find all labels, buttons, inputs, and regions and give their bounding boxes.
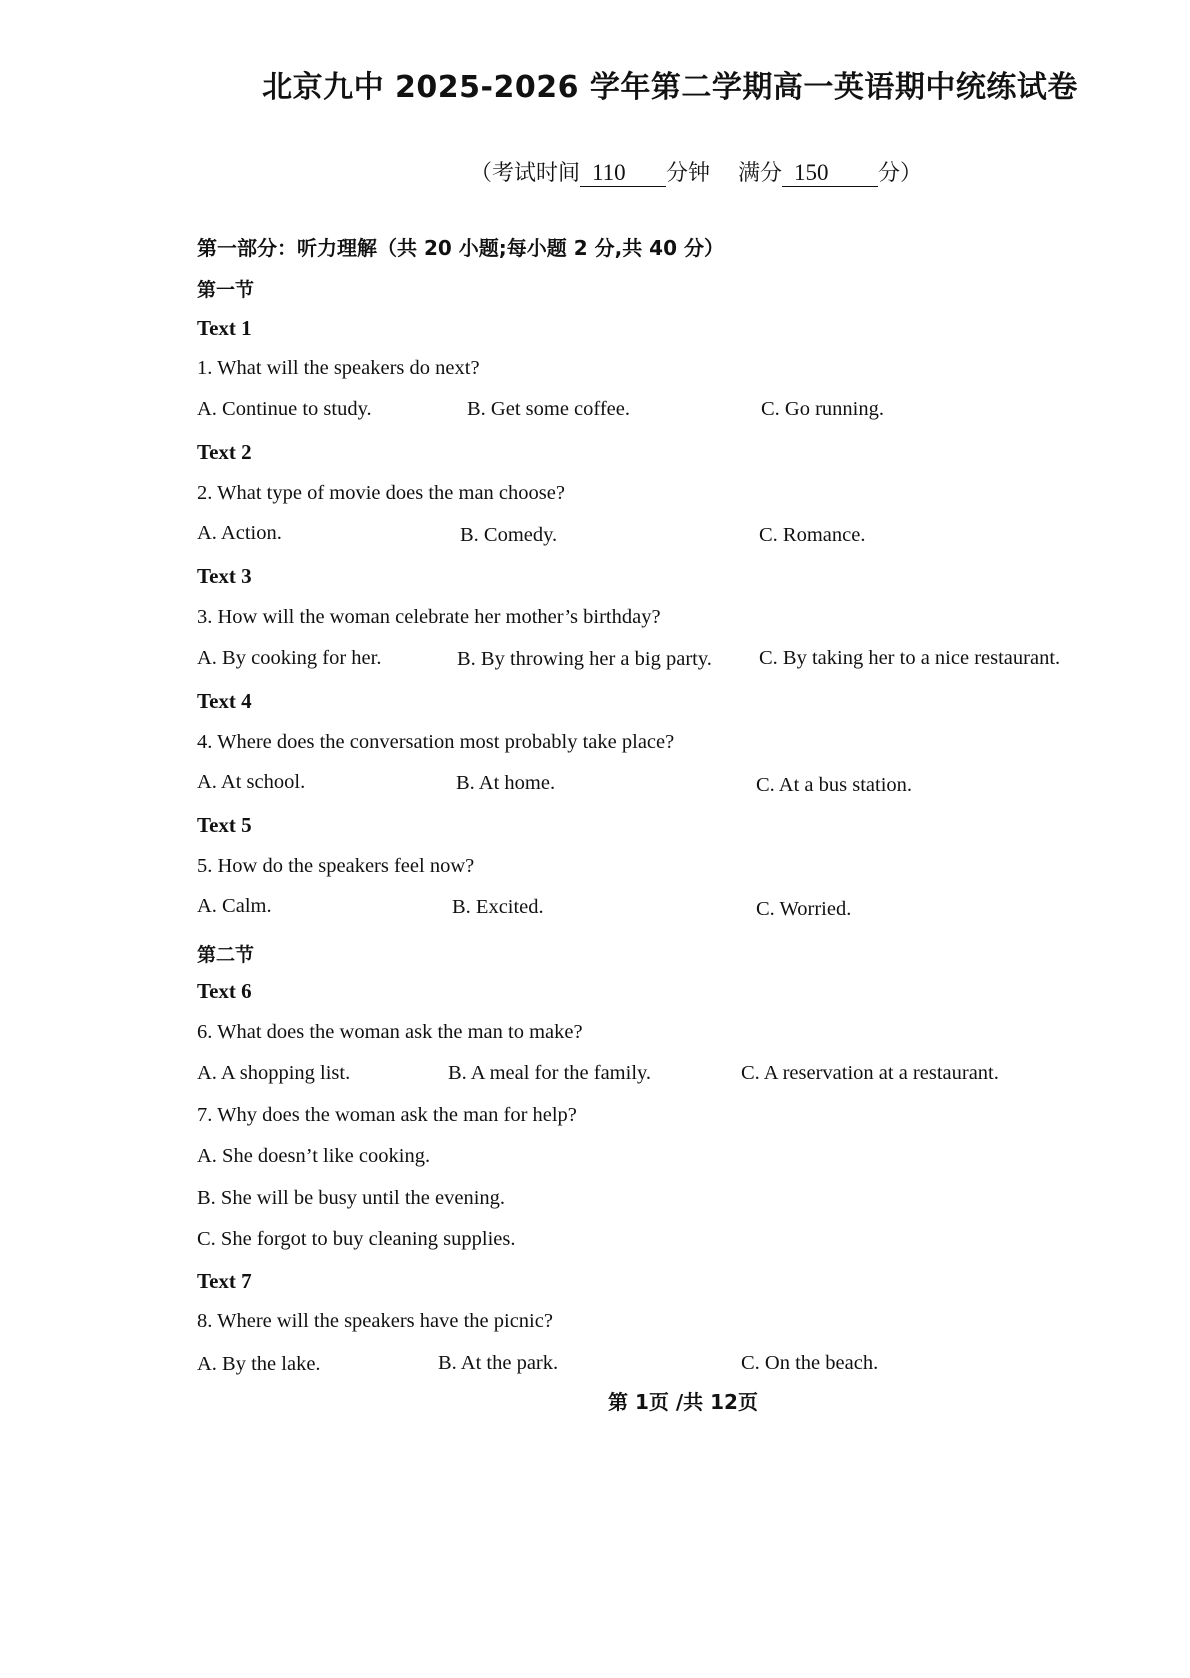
- text-label: Text 7: [197, 1269, 252, 1293]
- option-c: C. At a bus station.: [756, 774, 913, 796]
- text-label: Text 2: [197, 440, 252, 464]
- exam-info-prefix: （考试时间: [470, 161, 581, 186]
- option-c: C. She forgot to buy cleaning supplies.: [197, 1228, 516, 1250]
- question-text: 6. What does the woman ask the man to make?: [197, 1021, 583, 1043]
- section2-label: 第二节: [197, 944, 255, 966]
- exam-time-unit: 分钟: [666, 161, 711, 186]
- option-a: A. At school.: [197, 771, 306, 793]
- option-a: A. She doesn’t like cooking.: [197, 1145, 431, 1167]
- option-c: C. Go running.: [761, 398, 884, 420]
- section1-label: 第一节: [197, 279, 255, 301]
- text-label: Text 6: [197, 979, 252, 1003]
- question-text: 2. What type of movie does the man choose?: [197, 482, 565, 504]
- option-b: B. At home.: [456, 772, 556, 794]
- option-b: B. Get some coffee.: [467, 398, 630, 420]
- option-b: B. By throwing her a big party.: [457, 648, 712, 670]
- text-label: Text 5: [197, 813, 252, 837]
- exam-info-suffix: 分）: [878, 161, 923, 186]
- text-label: Text 3: [197, 564, 252, 588]
- exam-time-value: 110: [580, 160, 666, 187]
- option-c: C. By taking her to a nice restaurant.: [759, 647, 1061, 669]
- part1-heading: 第一部分：听力理解（共 20 小题;每小题 2 分,共 40 分）: [197, 236, 724, 260]
- option-a: A. Action.: [197, 522, 282, 544]
- exam-title: 北京九中 2025-2026 学年第二学期高一英语期中统练试卷: [262, 70, 1078, 105]
- question-text: 8. Where will the speakers have the picnic?: [197, 1310, 553, 1332]
- option-c: C. On the beach.: [741, 1352, 879, 1374]
- exam-info: [470, 156, 922, 187]
- option-b: B. She will be busy until the evening.: [197, 1187, 506, 1209]
- option-c: C. Romance.: [759, 524, 866, 546]
- option-b: B. A meal for the family.: [448, 1062, 652, 1084]
- question-text: 3. How will the woman celebrate her mother’s birthday?: [197, 606, 661, 628]
- text-label: Text 1: [197, 316, 252, 340]
- option-a: A. Continue to study.: [197, 398, 372, 420]
- question-text: 1. What will the speakers do next?: [197, 357, 480, 379]
- option-b: B. Comedy.: [460, 524, 558, 546]
- question-text: 4. Where does the conversation most probably take place?: [197, 731, 675, 753]
- exam-score-value: 150: [782, 160, 878, 187]
- option-a: A. A shopping list.: [197, 1062, 351, 1084]
- option-c: C. A reservation at a restaurant.: [741, 1062, 999, 1084]
- option-a: A. By the lake.: [197, 1353, 321, 1375]
- option-b: B. At the park.: [438, 1352, 559, 1374]
- option-b: B. Excited.: [452, 896, 544, 918]
- page-number: 第 1页 /共 12页: [608, 1390, 758, 1414]
- question-text: 5. How do the speakers feel now?: [197, 855, 475, 877]
- option-a: A. Calm.: [197, 895, 272, 917]
- option-c: C. Worried.: [756, 898, 852, 920]
- exam-score-label: 满分: [738, 161, 783, 186]
- option-a: A. By cooking for her.: [197, 647, 382, 669]
- question-text: 7. Why does the woman ask the man for help?: [197, 1104, 577, 1126]
- text-label: Text 4: [197, 689, 252, 713]
